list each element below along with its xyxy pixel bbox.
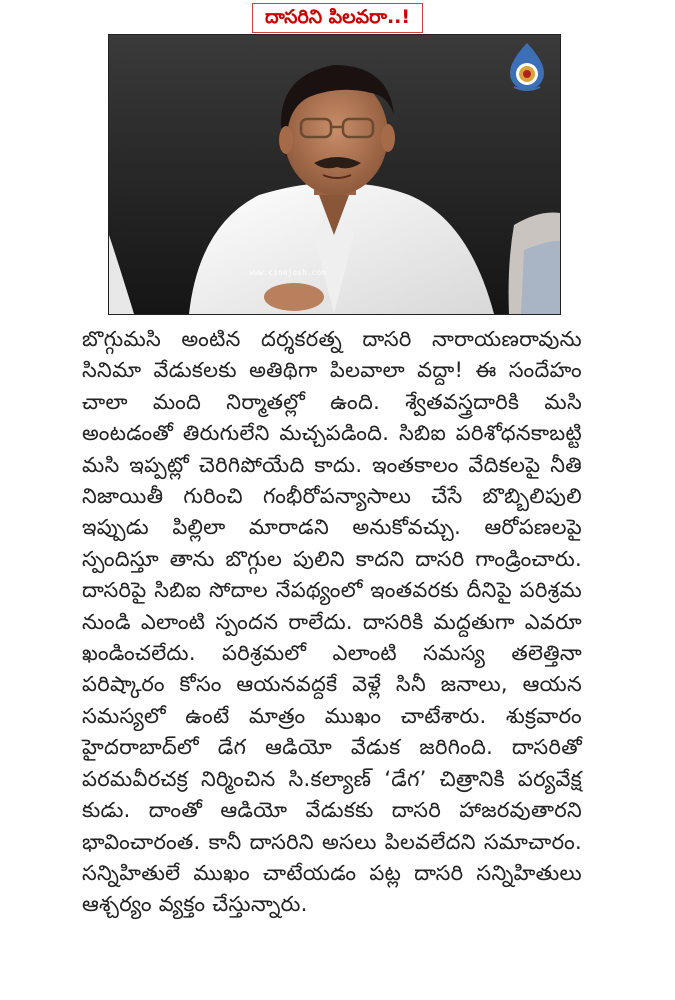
photo-watermark: www.cinejosh.com: [249, 268, 327, 277]
article-photo: [108, 34, 561, 315]
article-body: [82, 324, 582, 921]
article-paragraph: బొగ్గుమసి అంటిన దర్శకరత్న దాసరి నారాయణరావును సినిమా వేడుకలకు అతిథిగా పిలవాలా వద్దా! ఈ సందేహం చాలా మంది నిర్మాతల్లో ఉంది. శ్వేతవస్త్రదారికి మసి అంటడంతో తిరుగులేని మచ్చపడింది. సిబిఐ పరిశోధనకాబట్టి మసి ఇప్పట్లో చెరిగిపోయేది కాదు. ఇంతకాలం వేదికలపై నీతి నిజాయితీ గురించి గంభీరోపన్యాసాలు చేసే బొబ్బిలిపులి ఇప్పుడు పిల్లిలా మారాడని అనుకోవచ్చు. ఆరోపణలపై స్పందిస్తూ తాను బొగ్గుల పులిని కాదని దాసరి గాండ్రించారు. దాసరిపై సిబిఐ సోదాల నేపథ్యంలో ఇంతవరకు దీనిపై పరిశ్రమ నుండి ఎలాంటి స్పందన రాలేదు. దాసరికి మద్దతుగా ఎవరూ ఖండించలేదు. పరిశ్రమలో ఎలాంటి సమస్య తలెత్తినా పరిష్కారం కోసం ఆయనవద్దకే వెళ్లే సినీ జనాలు, ఆయన సమస్యలో ఉంటే మాత్రం ముఖం చాటేశారు. శుక్రవారం హైదరాబాద్‌లో డేగ ఆడియో వేడుక జరిగింది. దాసరితో పరమవీరచక్ర నిర్మించిన సి.కల్యాణ్ ‘డేగ’ చిత్రానికి పర్యవేక్ష కుడు. దాంతో ఆడియో వేడుకకు దాసరి హాజరవుతారని భావించారంత. కానీ దాసరిని అసలు పిలవలేదని సమాచారం. సన్నిహితులే ముఖం చాటేయడం పట్ల దాసరి సన్నిహితులు ఆశ్చర్యం వ్యక్తం చేస్తున్నారు.: [82, 327, 582, 917]
site-logo-icon: [504, 41, 550, 93]
article-headline: దాసరిని పిలవరా..!: [252, 3, 423, 33]
article-photo-image: [109, 35, 560, 314]
headline-container: [0, 3, 675, 33]
